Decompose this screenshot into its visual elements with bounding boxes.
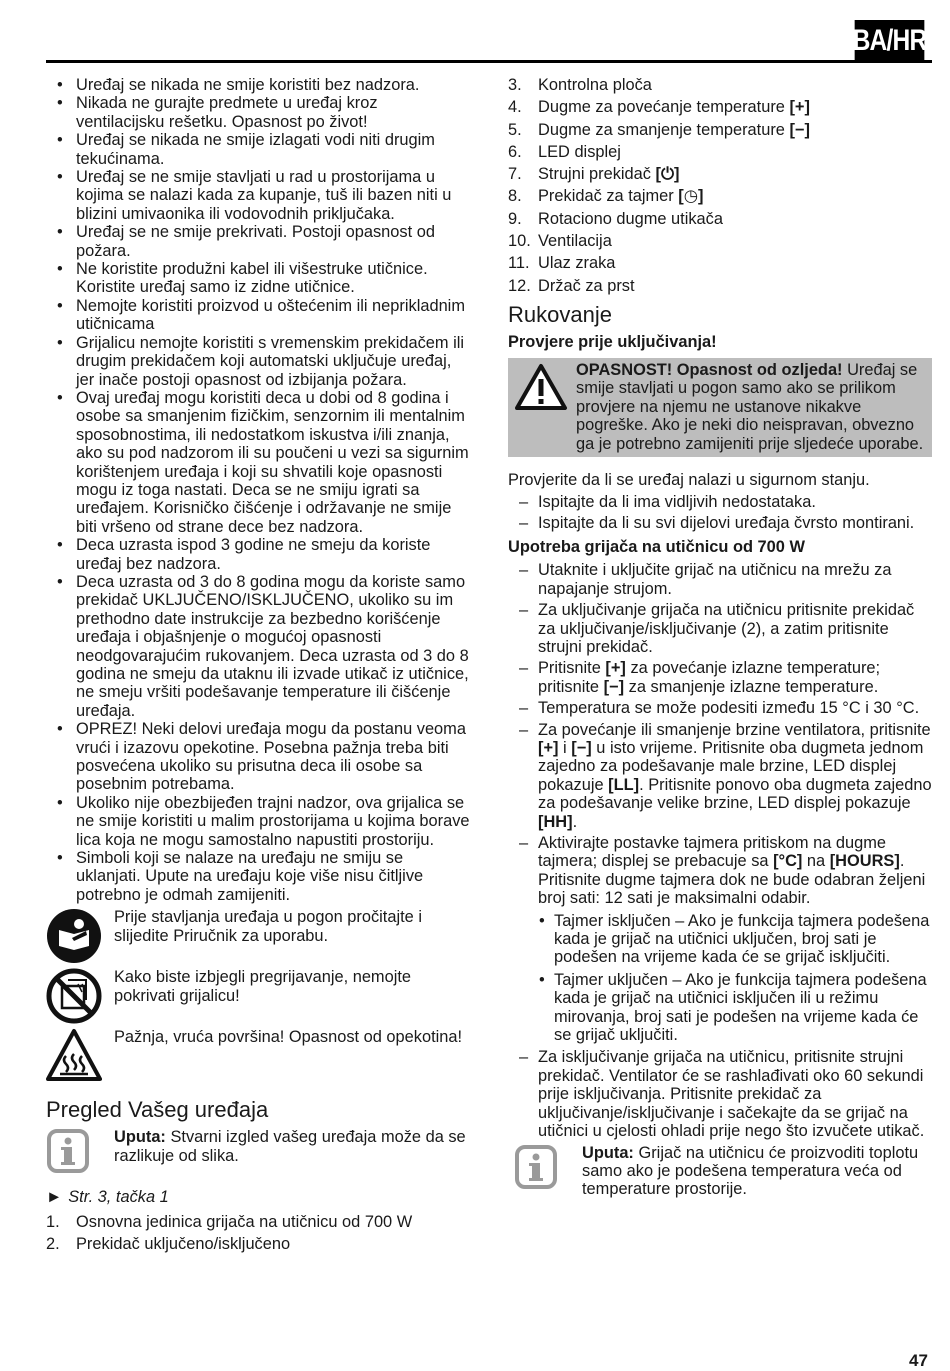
- timer-sublist: [538, 912, 932, 1045]
- symbol-read-manual: [46, 908, 470, 964]
- list-item: • Uređaj se nikada ne smije izlagati vodi niti drugim tekućinama.: [46, 131, 470, 168]
- handling-heading: Rukovanje: [508, 302, 612, 328]
- parts-list: [508, 76, 932, 295]
- left-column: [46, 76, 470, 1257]
- item-text: Rotaciono dugme utikača: [538, 209, 723, 228]
- item-number: 5.: [508, 120, 522, 139]
- text-part: za povećanje izlazne temperature; pritisnite: [538, 659, 881, 696]
- text-part: . Pritisnite ponovo oba dugmeta zajedno za podešavanje velike brzine, LED displej pokazuje: [538, 775, 932, 813]
- item-text: Dugme za povećanje temperature: [538, 98, 790, 117]
- text-part: i: [558, 738, 572, 757]
- overview-note: [46, 1128, 470, 1174]
- list-item: • Nikada ne gurajte predmete u uređaj kroz ventilacijsku rešetku. Opasnost po život!: [46, 94, 470, 131]
- right-column: [508, 76, 932, 1199]
- item-number: 1.: [46, 1212, 60, 1231]
- page-number: 47: [909, 1351, 928, 1370]
- reference-text: Str. 3, tačka 1: [68, 1188, 169, 1207]
- item-number: 2.: [46, 1234, 60, 1253]
- symbol-hot-surface: [46, 1028, 470, 1084]
- list-item: [508, 254, 932, 272]
- language-tab: BA/HR: [855, 20, 925, 63]
- item-text: Kontrolna ploča: [538, 76, 652, 94]
- power-icon: [⏻]: [655, 165, 680, 184]
- list-item: – Ispitajte da li su svi dijelovi uređaja čvrsto montirani.: [508, 514, 932, 532]
- parts-list-start: [46, 1213, 470, 1254]
- list-item: [508, 210, 932, 228]
- list-item: • Uređaj se ne smije prekrivati. Postoji opasnost od požara.: [46, 223, 470, 260]
- timer-icon: [◷]: [678, 187, 704, 206]
- read-manual-icon: [46, 908, 102, 964]
- warning-icon: [514, 363, 568, 411]
- info-icon: [514, 1144, 558, 1190]
- list-item: • Tajmer isključen – Ako je funkcija tajmera podešena kada je grijač na utičnici uključen, broj sati je podešen na vrijeme kada će se grijač isključiti.: [538, 912, 932, 967]
- item-text: Strujni prekidač: [538, 165, 656, 184]
- list-item: [46, 1235, 470, 1253]
- list-item: [46, 1213, 470, 1231]
- list-item: [508, 143, 932, 161]
- list-item: [508, 121, 932, 139]
- list-item: • Deca uzrasta ispod 3 godine ne smeju da koriste uređaj bez nadzora.: [46, 536, 470, 573]
- item-text: LED displej: [538, 142, 621, 161]
- note-text: [582, 1144, 932, 1199]
- minus-symbol: [−]: [571, 738, 592, 757]
- item-number: 10.: [508, 232, 531, 251]
- item-number: 3.: [508, 76, 522, 94]
- list-item: – Za isključivanje grijača na utičnicu, pritisnite strujni prekidač. Ventilator će se rashlađivati oko 60 sekundi prije isključivanja. Pritisnite prekidač za uključivanje/isključivanje i sačekajte da se grijač na utičnici u cjelosti ohladi prije nego što izvučete utikač.: [508, 1048, 932, 1140]
- warning-text: [576, 361, 926, 453]
- plus-symbol: [+]: [538, 738, 559, 757]
- list-item: • Ukoliko nije obezbijeđen trajni nadzor, ova grijalica se ne smije koristiti u malim prostorijama u kojima borave lica koja ne mogu samostalno napustiti prostoriju.: [46, 794, 470, 849]
- list-item: • Uređaj se nikada ne smije koristiti bez nadzora.: [46, 76, 470, 94]
- list-item: • Grijalicu nemojte koristiti s vremenskim prekidačem ili drugim prekidačem koji automatski uključuje uređaj, jer inače postoji opasnost od izbijanja požara.: [46, 334, 470, 389]
- item-number: 8.: [508, 187, 522, 206]
- list-item: [508, 232, 932, 250]
- list-item: • Simboli koji se nalaze na uređaju ne smiju se uklanjati. Upute na uređaju koje više nisu čitljive potrebno je odmah zamijeniti.: [46, 849, 470, 904]
- list-item: • Deca uzrasta od 3 do 8 godina mogu da koriste samo prekidač UKLJUČENO/ISKLJUČENO, ukoliko su im prethodno date instrukcije za bezbedno korišćenje uređaja i objašnjenje o mogućoj opasnosti neodgovarajućim rukovanjem. Deca uzrasta od 3 do 8 godina ne smeju da utaknu ili izvade utikač iz utičnice, ne smeju vršiti podešavanje temperature ili čišćenje uređaja.: [46, 573, 470, 720]
- overview-heading: Pregled Vašeg uređaja: [46, 1097, 269, 1123]
- checks-heading: Provjere prije uključivanja!: [508, 333, 717, 352]
- text-part: Za povećanje ili smanjenje brzine ventilatora, pritisnite: [538, 720, 931, 739]
- plus-symbol: [+]: [605, 659, 626, 678]
- final-note: [508, 1144, 932, 1199]
- note-body: Grijač na utičnicu će proizvoditi toplotu samo ako je podešena temperatura veća od temperature prostorije.: [582, 1143, 919, 1199]
- warning-box: [508, 358, 932, 457]
- display-code: [HOURS]: [829, 852, 900, 871]
- note-text: [114, 1128, 470, 1165]
- item-number: 12.: [508, 276, 531, 295]
- note-label: Uputa:: [114, 1128, 166, 1147]
- note-body: Stvarni izgled vašeg uređaja može da se razlikuje od slika.: [114, 1128, 466, 1165]
- text-part: Aktivirajte postavke tajmera pritiskom na dugme tajmera; displej se prebacuje sa: [538, 834, 886, 871]
- usage-heading: Upotreba grijača na utičnicu od 700 W: [508, 538, 805, 557]
- item-text: Ulaz zraka: [538, 254, 616, 273]
- text-part: .: [572, 812, 578, 831]
- item-text: Ventilacija: [538, 232, 612, 251]
- list-item: • Ovaj uređaj mogu koristiti deca u dobi od 8 godina i osobe sa smanjenim fizičkim, senzornim ili mentalnim sposobnostima, ili nedostatkom iskustva i/ili znanja, ako su pod nadzorom ili su poučeni u vezi sa sigurnim korištenjem uređaja i koji su shvatili koje opasnosti mogu iz toga nastati. Deca se ne smiju igrati sa uređajem. Korisničko čišćenje i održavanje ne smije biti vršeno od strane dece bez nadzora.: [46, 389, 470, 536]
- list-item: [508, 165, 932, 183]
- hot-surface-icon: [46, 1028, 102, 1084]
- check-list: [508, 493, 932, 533]
- list-item: • OPREZ! Neki delovi uređaja mogu da postanu veoma vrući i izazovu opekotine. Posebna pažnja treba biti posvećena ukoliko su prisutna deca ili osobe sa posebnim potrebama.: [46, 720, 470, 794]
- list-item: [508, 76, 932, 94]
- list-item: [508, 721, 932, 831]
- info-icon: [46, 1128, 90, 1174]
- item-number: 6.: [508, 142, 522, 161]
- text-part: u isto vrijeme. Pritisnite oba dugmeta jednom zajedno za podešavanje male brzine, LED displej pokazuje: [538, 738, 924, 794]
- item-text: Osnovna jedinica grijača na utičnicu od 700 W: [76, 1212, 413, 1231]
- list-item: [508, 187, 932, 205]
- list-item: – Utaknite i uključite grijač na utičnicu na mrežu za napajanje strujom.: [508, 561, 932, 598]
- item-text: Dugme za smanjenje temperature: [538, 120, 790, 139]
- usage-list: [508, 561, 932, 1140]
- item-text: Držač za prst: [538, 276, 635, 295]
- note-label: Uputa:: [582, 1143, 634, 1162]
- item-number: 9.: [508, 209, 522, 228]
- text-part: za smanjenje izlazne temperature.: [624, 677, 879, 696]
- item-text: Prekidač za tajmer: [538, 187, 679, 206]
- symbol-do-not-cover: [46, 968, 470, 1024]
- item-number: 4.: [508, 98, 522, 117]
- list-item: – Ispitajte da li ima vidljivih nedostataka.: [508, 493, 932, 511]
- item-number: 7.: [508, 165, 522, 184]
- text-part: . Pritisnite dugme tajmera dok ne bude odabran željeni broj sati: 12 sati je maksimalni odabir.: [538, 852, 926, 908]
- list-item: [508, 98, 932, 116]
- symbol-text: Prije stavljanja uređaja u pogon pročitajte i slijedite Priručnik za uporabu.: [114, 908, 422, 945]
- item-symbol: [−]: [789, 120, 810, 139]
- symbol-text: Pažnja, vruća površina! Opasnost od opekotina!: [114, 1028, 463, 1047]
- text-part: Pritisnite: [538, 659, 606, 678]
- safety-list: [46, 76, 470, 904]
- check-intro: Provjerite da li se uređaj nalazi u sigurnom stanju.: [508, 471, 870, 490]
- minus-symbol: [−]: [603, 677, 625, 696]
- display-code: [HH]: [538, 812, 573, 831]
- warning-body: Uređaj se smije stavljati u pogon samo ako se prilikom provjere na njemu ne ustanove nikakve pogreške. Ako je neki dio neispravan, obvezno ga je potrebno zamijeniti prije sljedeće uporabe.: [576, 361, 924, 453]
- item-symbol: [+]: [789, 98, 810, 117]
- list-item: • Ne koristite produžni kabel ili višestruke utičnice. Koristite uređaj samo iz zidne utičnice.: [46, 260, 470, 297]
- item-number: 11.: [508, 254, 530, 273]
- header-rule: [46, 60, 932, 63]
- figure-reference: [46, 1188, 470, 1206]
- item-text: Prekidač uključeno/isključeno: [76, 1234, 291, 1253]
- list-item: – Za uključivanje grijača na utičnicu pritisnite prekidač za uključivanje/isključivanje (2), a zatim pritisnite strujni prekidač.: [508, 601, 932, 656]
- display-code: [°C]: [773, 852, 803, 871]
- display-code: [LL]: [608, 775, 640, 794]
- arrow-right-icon: ►: [46, 1188, 63, 1207]
- symbol-text: Kako biste izbjegli pregrijavanje, nemojte pokrivati grijalicu!: [114, 968, 412, 1005]
- warning-label: OPASNOST! Opasnost od ozljeda!: [576, 361, 843, 380]
- list-item: • Tajmer uključen – Ako je funkcija tajmera podešena kada je grijač na utičnici isključen ili u režimu mirovanja, broj sati je podešen na vrijeme kada će se grijač uključiti.: [538, 971, 932, 1045]
- list-item: [508, 834, 932, 1044]
- text-part: na: [802, 852, 830, 871]
- list-item: – Temperatura se može podesiti između 15 °C i 30 °C.: [508, 699, 932, 717]
- list-item: [508, 659, 932, 696]
- list-item: • Uređaj se ne smije stavljati u rad u prostorijama u kojima se nalazi kada za kupanje, tuš ili bazen niti u blizini umivaonika ili vodovodnih priključaka.: [46, 168, 470, 223]
- list-item: [508, 277, 932, 295]
- do-not-cover-icon: [46, 968, 102, 1024]
- list-item: • Nemojte koristiti proizvod u oštećenim ili neprikladnim utičnicama: [46, 297, 470, 334]
